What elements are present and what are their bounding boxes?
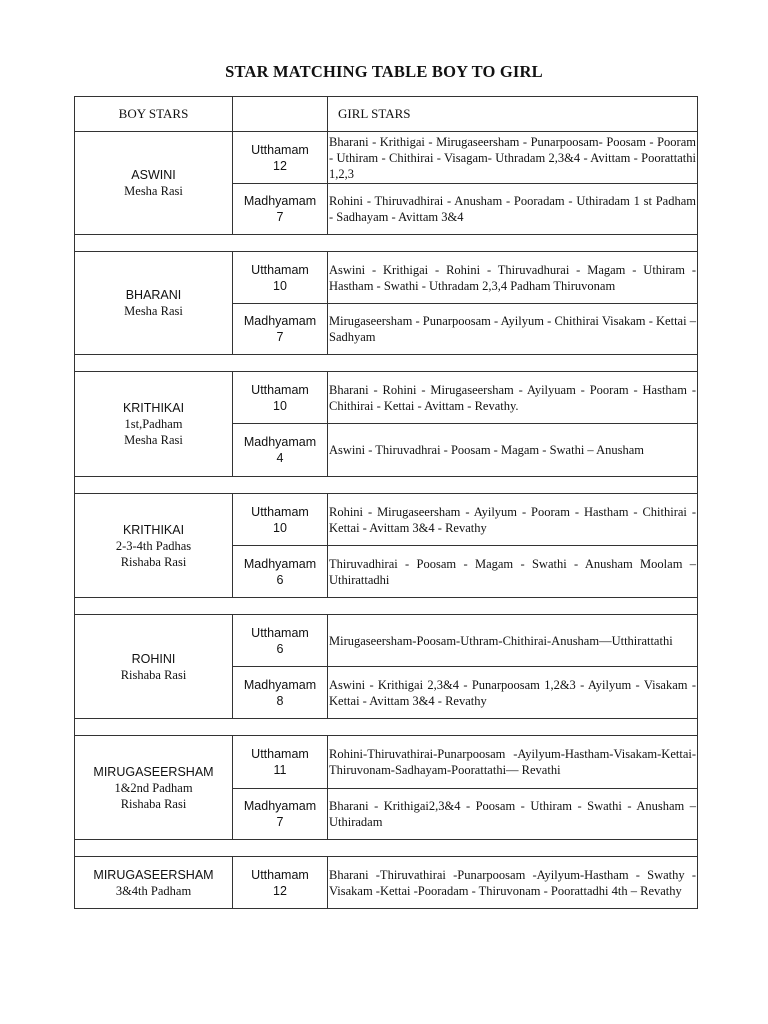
match-count: 7: [276, 210, 284, 224]
girl-stars-cell: Bharani -Thiruvathirai -Punarpoosam -Ayilyum-Hastham - Swathy - Visakam -Kettai -Pooradam - Thiruvonam - Poorattadhi 4th – Revathy: [328, 857, 698, 909]
girl-stars-cell: Bharani - Krithigai - Mirugaseersham - Punarpoosam- Poosam - Pooram - Uthiram - Chithirai - Visagam- Uthradam 2,3&4 - Avittam - Poorattathi 1,2,3: [328, 132, 698, 184]
match-level: Utthamam: [251, 625, 309, 640]
match-level: Utthamam: [251, 382, 309, 397]
match-count: 8: [276, 693, 284, 708]
match-level-cell: [233, 667, 328, 719]
boy-star-cell: [75, 615, 233, 719]
table-row: [75, 372, 698, 424]
girl-stars-cell: Rohini-Thiruvathirai-Punarpoosam -Ayilyum-Hastham-Visakam-Kettai-Thiruvonam-Sadhayam-Poorattathi— Revathi: [328, 736, 698, 789]
match-level-cell: [233, 132, 328, 184]
boy-star-padham: 2-3-4th Padhas: [115, 538, 192, 553]
spacer-row: [75, 598, 698, 615]
match-count: 6: [276, 572, 284, 587]
boy-star-padham: 1st,Padham: [124, 417, 183, 431]
table-header-row: [75, 97, 698, 132]
boy-star-padham: 1&2nd Padham: [114, 780, 193, 795]
boy-star-cell: [75, 857, 233, 909]
match-count: 10: [273, 278, 287, 293]
match-count: 12: [273, 883, 287, 898]
match-level-cell: [233, 615, 328, 667]
match-level: Utthamam: [251, 747, 309, 761]
table-row: [75, 615, 698, 667]
match-level-cell: [233, 789, 328, 840]
spacer-row: [75, 719, 698, 736]
girl-stars-cell: Rohini - Thiruvadhirai - Anusham - Pooradam - Uthiradam 1 st Padham - Sadhayam - Avittam 3&4: [328, 184, 698, 235]
match-level-cell: [233, 546, 328, 598]
table-row: [75, 132, 698, 184]
girl-stars-cell: Mirugaseersham-Poosam-Uthram-Chithirai-Anusham—Utthirattathi: [328, 615, 698, 667]
match-level-cell: [233, 252, 328, 304]
match-level-cell: [233, 304, 328, 355]
girl-stars-cell: Bharani - Krithigai2,3&4 - Poosam - Uthiram - Swathi - Anusham – Uthiradam: [328, 789, 698, 840]
girl-stars-cell: Thiruvadhirai - Poosam - Magam - Swathi - Anusham Moolam – Uthirattadhi: [328, 546, 698, 598]
match-count: 7: [276, 815, 284, 829]
match-level: Madhyamam: [243, 194, 317, 208]
match-count: 10: [273, 520, 287, 535]
star-matching-table: [74, 96, 698, 909]
match-level-cell: [233, 424, 328, 477]
match-level-cell: [233, 184, 328, 235]
boy-star-cell: [75, 372, 233, 477]
girl-stars-cell: Aswini - Thiruvadhrai - Poosam - Magam - Swathi – Anusham: [328, 424, 698, 477]
match-level: Madhyamam: [243, 435, 317, 449]
spacer-row: [75, 477, 698, 494]
boy-star-cell: [75, 132, 233, 235]
header-boy-stars: BOY STARS: [75, 97, 233, 132]
match-level: Madhyamam: [243, 314, 317, 328]
match-level: Madhyamam: [243, 677, 317, 692]
table-row: [75, 494, 698, 546]
match-level: Utthamam: [251, 262, 309, 277]
boy-star-name: MIRUGASEERSHAM: [93, 764, 214, 779]
girl-stars-cell: Rohini - Mirugaseersham - Ayilyum - Pooram - Hastham - Chithirai - Kettai - Avittam 3&4 - Revathy: [328, 494, 698, 546]
match-level-cell: [233, 857, 328, 909]
match-count: 4: [276, 451, 284, 465]
match-level-cell: [233, 736, 328, 789]
spacer-row: [75, 840, 698, 857]
boy-star-rasi: Mesha Rasi: [124, 304, 183, 318]
boy-star-name: KRITHIKAI: [122, 522, 185, 537]
boy-star-name: KRITHIKAI: [122, 401, 185, 415]
match-level: Utthamam: [251, 867, 309, 882]
boy-star-name: MIRUGASEERSHAM: [93, 867, 214, 882]
match-count: 12: [273, 158, 287, 173]
girl-stars-cell: Aswini - Krithigai 2,3&4 - Punarpoosam 1,2&3 - Ayilyum - Visakam - Kettai - Avittam 3&4 - Revathy: [328, 667, 698, 719]
boy-star-rasi: Mesha Rasi: [124, 184, 183, 198]
page-title: STAR MATCHING TABLE BOY TO GIRL: [225, 62, 543, 81]
boy-star-rasi: Rishaba Rasi: [120, 667, 187, 682]
girl-stars-cell: Mirugaseersham - Punarpoosam - Ayilyum - Chithirai Visakam - Kettai – Sadhyam: [328, 304, 698, 355]
boy-star-name: BHARANI: [125, 288, 182, 302]
match-count: 6: [276, 641, 284, 656]
table-row: [75, 857, 698, 909]
boy-star-rasi: Rishaba Rasi: [120, 554, 187, 569]
match-level-cell: [233, 494, 328, 546]
table-row: [75, 736, 698, 789]
table-row: [75, 252, 698, 304]
boy-star-rasi: Mesha Rasi: [124, 433, 183, 447]
boy-star-name: ASWINI: [131, 168, 176, 182]
match-count: 7: [276, 330, 284, 344]
boy-star-cell: [75, 252, 233, 355]
header-level: [233, 97, 328, 132]
match-level: Madhyamam: [243, 799, 317, 813]
boy-star-cell: [75, 736, 233, 840]
match-level: Utthamam: [251, 504, 309, 519]
match-level-cell: [233, 372, 328, 424]
header-girl-stars: GIRL STARS: [328, 97, 698, 132]
match-level: Madhyamam: [243, 556, 317, 571]
match-count: 11: [273, 763, 287, 777]
boy-star-padham: 3&4th Padham: [115, 883, 192, 898]
boy-star-cell: [75, 494, 233, 598]
boy-star-name: ROHINI: [131, 651, 176, 666]
match-level: Utthamam: [251, 142, 309, 157]
spacer-row: [75, 355, 698, 372]
girl-stars-cell: Aswini - Krithigai - Rohini - Thiruvadhurai - Magam - Uthiram - Hastham - Swathi - Uthradam 2,3,4 Padham Thiruvonam: [328, 252, 698, 304]
match-count: 10: [273, 398, 287, 413]
spacer-row: [75, 235, 698, 252]
boy-star-rasi: Rishaba Rasi: [120, 796, 187, 811]
girl-stars-cell: Bharani - Rohini - Mirugaseersham - Ayilyuam - Pooram - Hastham - Chithirai - Kettai - Avittam - Revathy.: [328, 372, 698, 424]
